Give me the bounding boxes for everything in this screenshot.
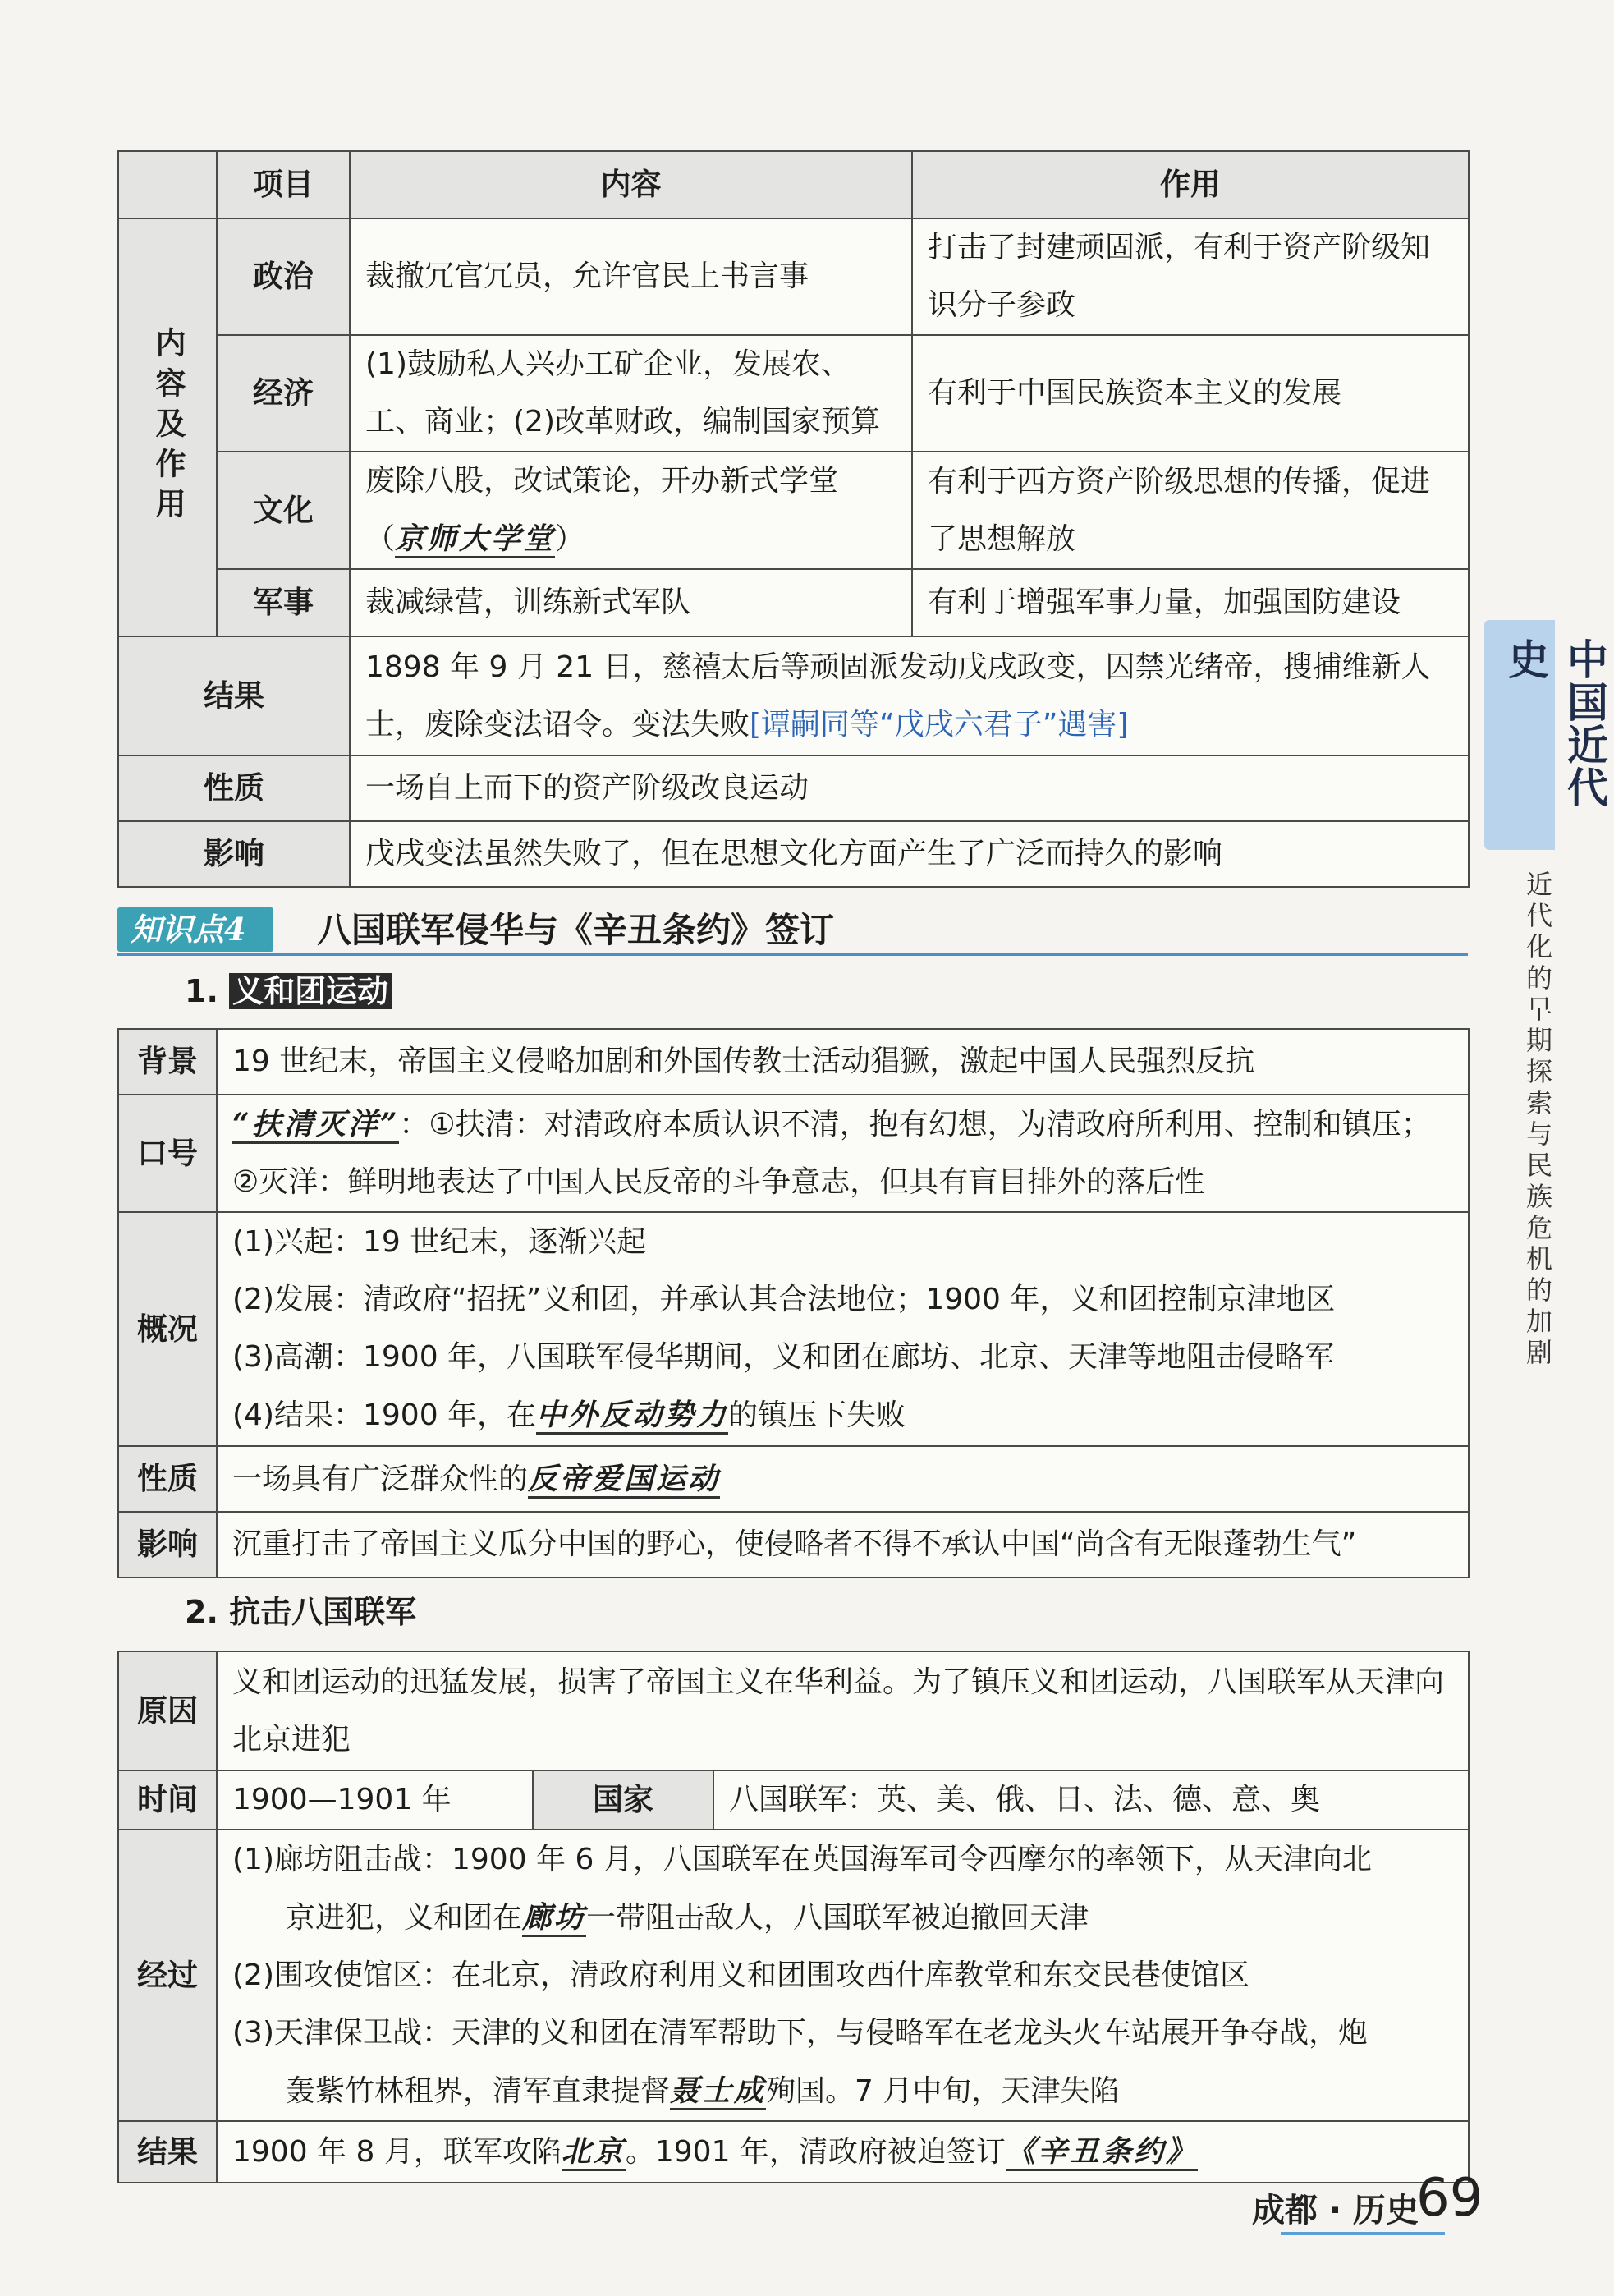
knowledge-point-title: 八国联军侵华与《辛丑条约》签订 [317, 910, 835, 950]
header-content: 内容 [350, 151, 912, 218]
emphasis-text: 《辛丑条约》 [1006, 2134, 1198, 2171]
text: ：①扶清：对清政府本质认识不清，抱有幻想，为清政府所利用、控制和镇压； [399, 1108, 1431, 1141]
emphasis-text: 京师大学堂 [395, 521, 555, 558]
section-title: 义和团运动 [229, 973, 392, 1009]
text: 1898 年 9 月 21 日，慈禧太后等顽固派发动戊戌政变，囚禁光绪帝，搜捕维新人士，废除变法诏令。变法失败 [365, 650, 1431, 742]
country-label: 国家 [533, 1770, 713, 1830]
text: 。1901 年，清政府被迫签订 [625, 2135, 1006, 2169]
chapter-subtitle: 近代化的早期探索与民族危机的加剧 [1522, 870, 1553, 1370]
time-text: 1900—1901 年 [217, 1770, 533, 1830]
row-effect: 有利于增强军事力量，加强国防建设 [912, 569, 1469, 636]
nature-label: 性质 [118, 1446, 217, 1512]
text: 一场具有广泛群众性的 [232, 1462, 529, 1496]
row-item: 文化 [217, 452, 350, 569]
row-content: (1)鼓励私人兴办工矿企业，发展农、工、商业；(2)改革财政，编制国家预算 [350, 335, 912, 452]
divider [117, 953, 1468, 956]
result-text [350, 636, 1469, 755]
process-line: (1)廊坊阻击战：1900 年 6 月，八国联军在英国海军司令西摩尔的率领下，从天津向北 [232, 1842, 1372, 1876]
time-label: 时间 [118, 1770, 217, 1830]
emphasis-text: 聂士成 [670, 2073, 766, 2110]
section-title: 抗击八国联军 [229, 1594, 417, 1630]
header-item: 项目 [217, 151, 350, 218]
emphasis-text: 中外反动势力 [536, 1398, 728, 1435]
text: ②灭洋：鲜明地表达了中国人民反帝的斗争意志，但具有盲目排外的落后性 [232, 1165, 1205, 1199]
chapter-tab-label: 中国近代史 [1502, 638, 1608, 809]
text: 殉国。7 月中旬，天津失陷 [766, 2073, 1120, 2108]
emphasis-text: 反帝爱国运动 [528, 1462, 720, 1499]
text: 一带阻击敌人，八国联军被迫撤回天津 [586, 1900, 1089, 1935]
result-text [217, 2121, 1469, 2183]
group-label: 内容及作用 [150, 327, 186, 528]
text: (4)结果：1900 年，在 [232, 1398, 537, 1432]
emphasis-text: 廊坊 [522, 1900, 586, 1937]
text: 轰紫竹林租界，清军直隶提督 [286, 2073, 671, 2108]
cause-text: 义和团运动的迅猛发展，损害了帝国主义在华利益。为了镇压义和团运动，八国联军从天津向北京进犯 [217, 1651, 1469, 1770]
process-line: (3)天津保卫战：天津的义和团在清军帮助下，与侵略军在老龙头火车站展开争夺战，炮 [232, 2015, 1368, 2050]
overview-line [232, 1386, 1453, 1444]
process-line [232, 2062, 1453, 2120]
page-number: 69 [1416, 2168, 1483, 2229]
result-note: [谭嗣同等“戊戌六君子”遇害] [750, 707, 1129, 742]
section1-heading [185, 971, 392, 1012]
allied-table [117, 1651, 1470, 2183]
impact-text: 戊戌变法虽然失败了，但在思想文化方面产生了广泛而持久的影响 [350, 821, 1469, 887]
nature-label: 性质 [118, 755, 350, 821]
overview-line: (3)高潮：1900 年，八国联军侵华期间，义和团在廊坊、北京、天津等地阻击侵略军 [232, 1340, 1335, 1374]
row-content: 裁撤冗官冗员，允许官民上书言事 [350, 218, 912, 335]
result-label: 结果 [118, 636, 350, 755]
overview-text [217, 1212, 1469, 1446]
row-item: 政治 [217, 218, 350, 335]
footer-underline [1281, 2232, 1445, 2235]
background-label: 背景 [118, 1029, 217, 1095]
row-effect: 打击了封建顽固派，有利于资产阶级知识分子参政 [912, 218, 1469, 335]
slogan-text [217, 1095, 1469, 1212]
overview-label: 概况 [118, 1212, 217, 1446]
overview-line: (1)兴起：19 世纪末，逐渐兴起 [232, 1225, 647, 1259]
slogan-emph: “扶清灭洋” [232, 1107, 399, 1144]
row-content: 裁减绿营，训练新式军队 [350, 569, 912, 636]
slogan-label: 口号 [118, 1095, 217, 1212]
row-item: 军事 [217, 569, 350, 636]
impact-label: 影响 [118, 821, 350, 887]
process-line: (2)围攻使馆区：在北京，清政府利用义和团围攻西什库教堂和东交民巷使馆区 [232, 1958, 1249, 1992]
result-label: 结果 [118, 2121, 217, 2183]
header-blank [118, 151, 217, 218]
row-effect: 有利于中国民族资本主义的发展 [912, 335, 1469, 452]
nature-text [217, 1446, 1469, 1512]
reform-table [117, 150, 1470, 888]
emphasis-text: 北京 [562, 2134, 626, 2171]
country-text: 八国联军：英、美、俄、日、法、德、意、奥 [713, 1770, 1469, 1830]
text: 京进犯，义和团在 [286, 1900, 523, 1935]
cause-label: 原因 [118, 1651, 217, 1770]
process-line [232, 1889, 1453, 1947]
impact-label: 影响 [118, 1512, 217, 1577]
background-text: 19 世纪末，帝国主义侵略加剧和外国传教士活动猖獗，激起中国人民强烈反抗 [217, 1029, 1469, 1095]
text: ） [555, 522, 585, 556]
text: 的镇压下失败 [728, 1398, 906, 1432]
text: 废除八股，改试策论，开办新式学堂（ [365, 464, 839, 556]
section-number: 1. [185, 973, 218, 1009]
row-effect: 有利于西方资产阶级思想的传播，促进了思想解放 [912, 452, 1469, 569]
section-number: 2. [185, 1594, 218, 1630]
process-label: 经过 [118, 1830, 217, 2121]
section2-heading [185, 1591, 416, 1632]
row-content [350, 452, 912, 569]
header-effect: 作用 [912, 151, 1469, 218]
overview-line: (2)发展：清政府“招抚”义和团，并承认其合法地位；1900 年，义和团控制京津地区 [232, 1283, 1336, 1316]
process-text [217, 1830, 1469, 2121]
group-label-cell [118, 218, 217, 636]
footer-label: 成都 · 历史 [1252, 2192, 1419, 2229]
chapter-tab [1484, 620, 1608, 850]
nature-text: 一场自上而下的资产阶级改良运动 [350, 755, 1469, 821]
impact-text: 沉重打击了帝国主义瓜分中国的野心，使侵略者不得不承认中国“尚含有无限蓬勃生气” [217, 1512, 1469, 1577]
knowledge-point-badge: 知识点4 [117, 907, 273, 952]
text: 1900 年 8 月，联军攻陷 [232, 2135, 562, 2169]
boxer-table [117, 1028, 1470, 1578]
row-item: 经济 [217, 335, 350, 452]
